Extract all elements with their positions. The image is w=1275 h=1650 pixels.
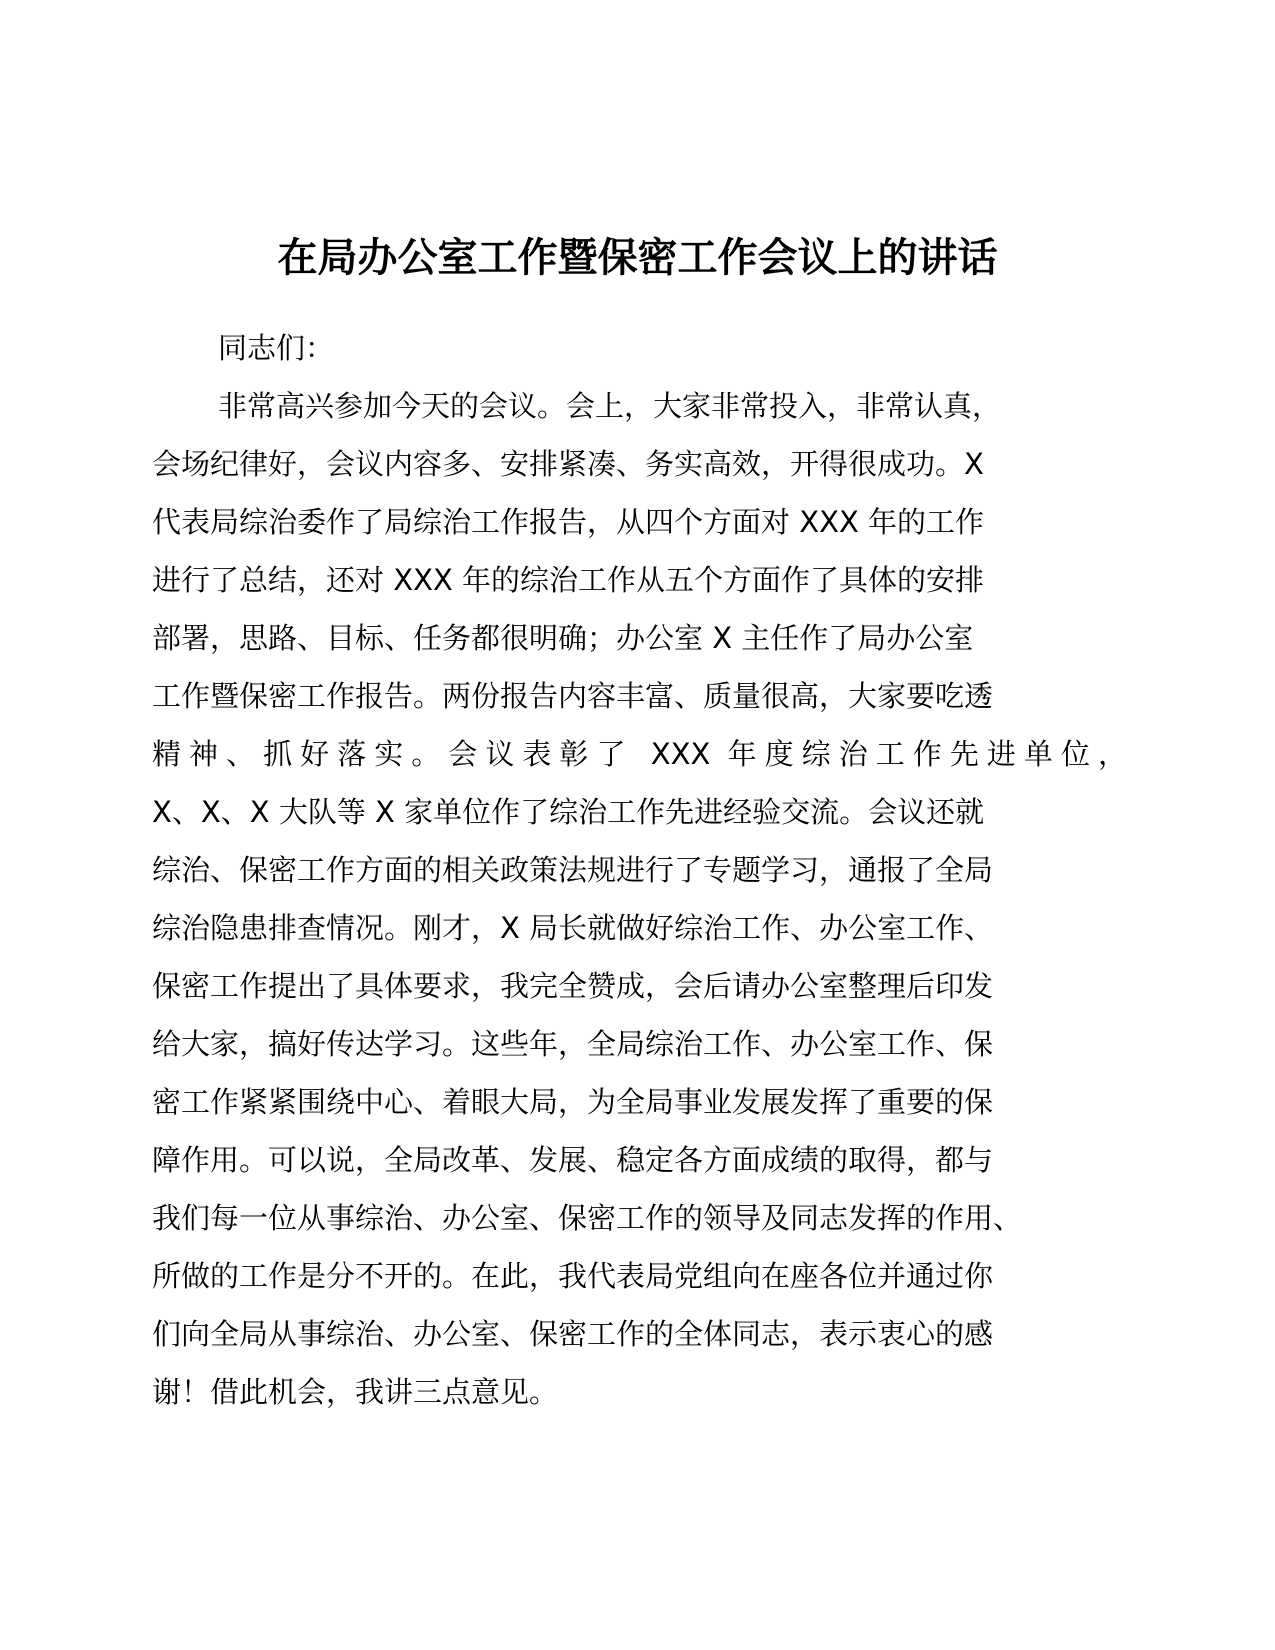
paragraph-line: 我们每一位从事综治、办公室、保密工作的领导及同志发挥的作用、 <box>152 1201 1023 1235</box>
document-body <box>152 319 1132 1421</box>
paragraph-line: 进行了总结，还对 XXX 年的综治工作从五个方面作了具体的安排 <box>152 563 985 597</box>
salutation: 同志们： <box>218 331 335 365</box>
paragraph-line: 给大家，搞好传达学习。这些年，全局综治工作、办公室工作、保 <box>152 1027 994 1061</box>
paragraph-line: 所做的工作是分不开的。在此，我代表局党组向在座各位并通过你 <box>152 1259 994 1293</box>
paragraph-line: 代表局综治委作了局综治工作报告，从四个方面对 XXX 年的工作 <box>152 505 985 539</box>
paragraph-line: X、X、X 大队等 X 家单位作了综治工作先进经验交流。会议还就 <box>152 795 985 829</box>
document-title: 在局办公室工作暨保密工作会议上的讲话 <box>277 235 998 281</box>
paragraph-line: 密工作紧紧围绕中心、着眼大局，为全局事业发展发挥了重要的保 <box>152 1085 994 1119</box>
paragraph-line: 综治隐患排查情况。刚才，X 局长就做好综治工作、办公室工作、 <box>152 911 994 945</box>
paragraph-line: 非常高兴参加今天的会议。会上，大家非常投入，非常认真， <box>218 389 1002 423</box>
paragraph-line: 综治、保密工作方面的相关政策法规进行了专题学习，通报了全局 <box>152 853 994 887</box>
paragraph-line: 障作用。可以说，全局改革、发展、稳定各方面成绩的取得，都与 <box>152 1143 994 1177</box>
paragraph-line: 谢！借此机会，我讲三点意见。 <box>152 1375 559 1409</box>
paragraph-line: 会场纪律好，会议内容多、安排紧凑、务实高效，开得很成功。X <box>152 447 984 481</box>
paragraph-line: 部署，思路、目标、任务都很明确；办公室 X 主任作了局办公室 <box>152 621 974 655</box>
paragraph-line: 精神、抓好落实。会议表彰了 XXX 年度综治工作先进单位， <box>152 737 1127 771</box>
paragraph-line: 保密工作提出了具体要求，我完全赞成，会后请办公室整理后印发 <box>152 969 994 1003</box>
paragraph-line: 们向全局从事综治、办公室、保密工作的全体同志，表示衷心的感 <box>152 1317 994 1351</box>
paragraph-line: 工作暨保密工作报告。两份报告内容丰富、质量很高，大家要吃透 <box>152 679 994 713</box>
speech-paragraph <box>152 377 1132 1421</box>
